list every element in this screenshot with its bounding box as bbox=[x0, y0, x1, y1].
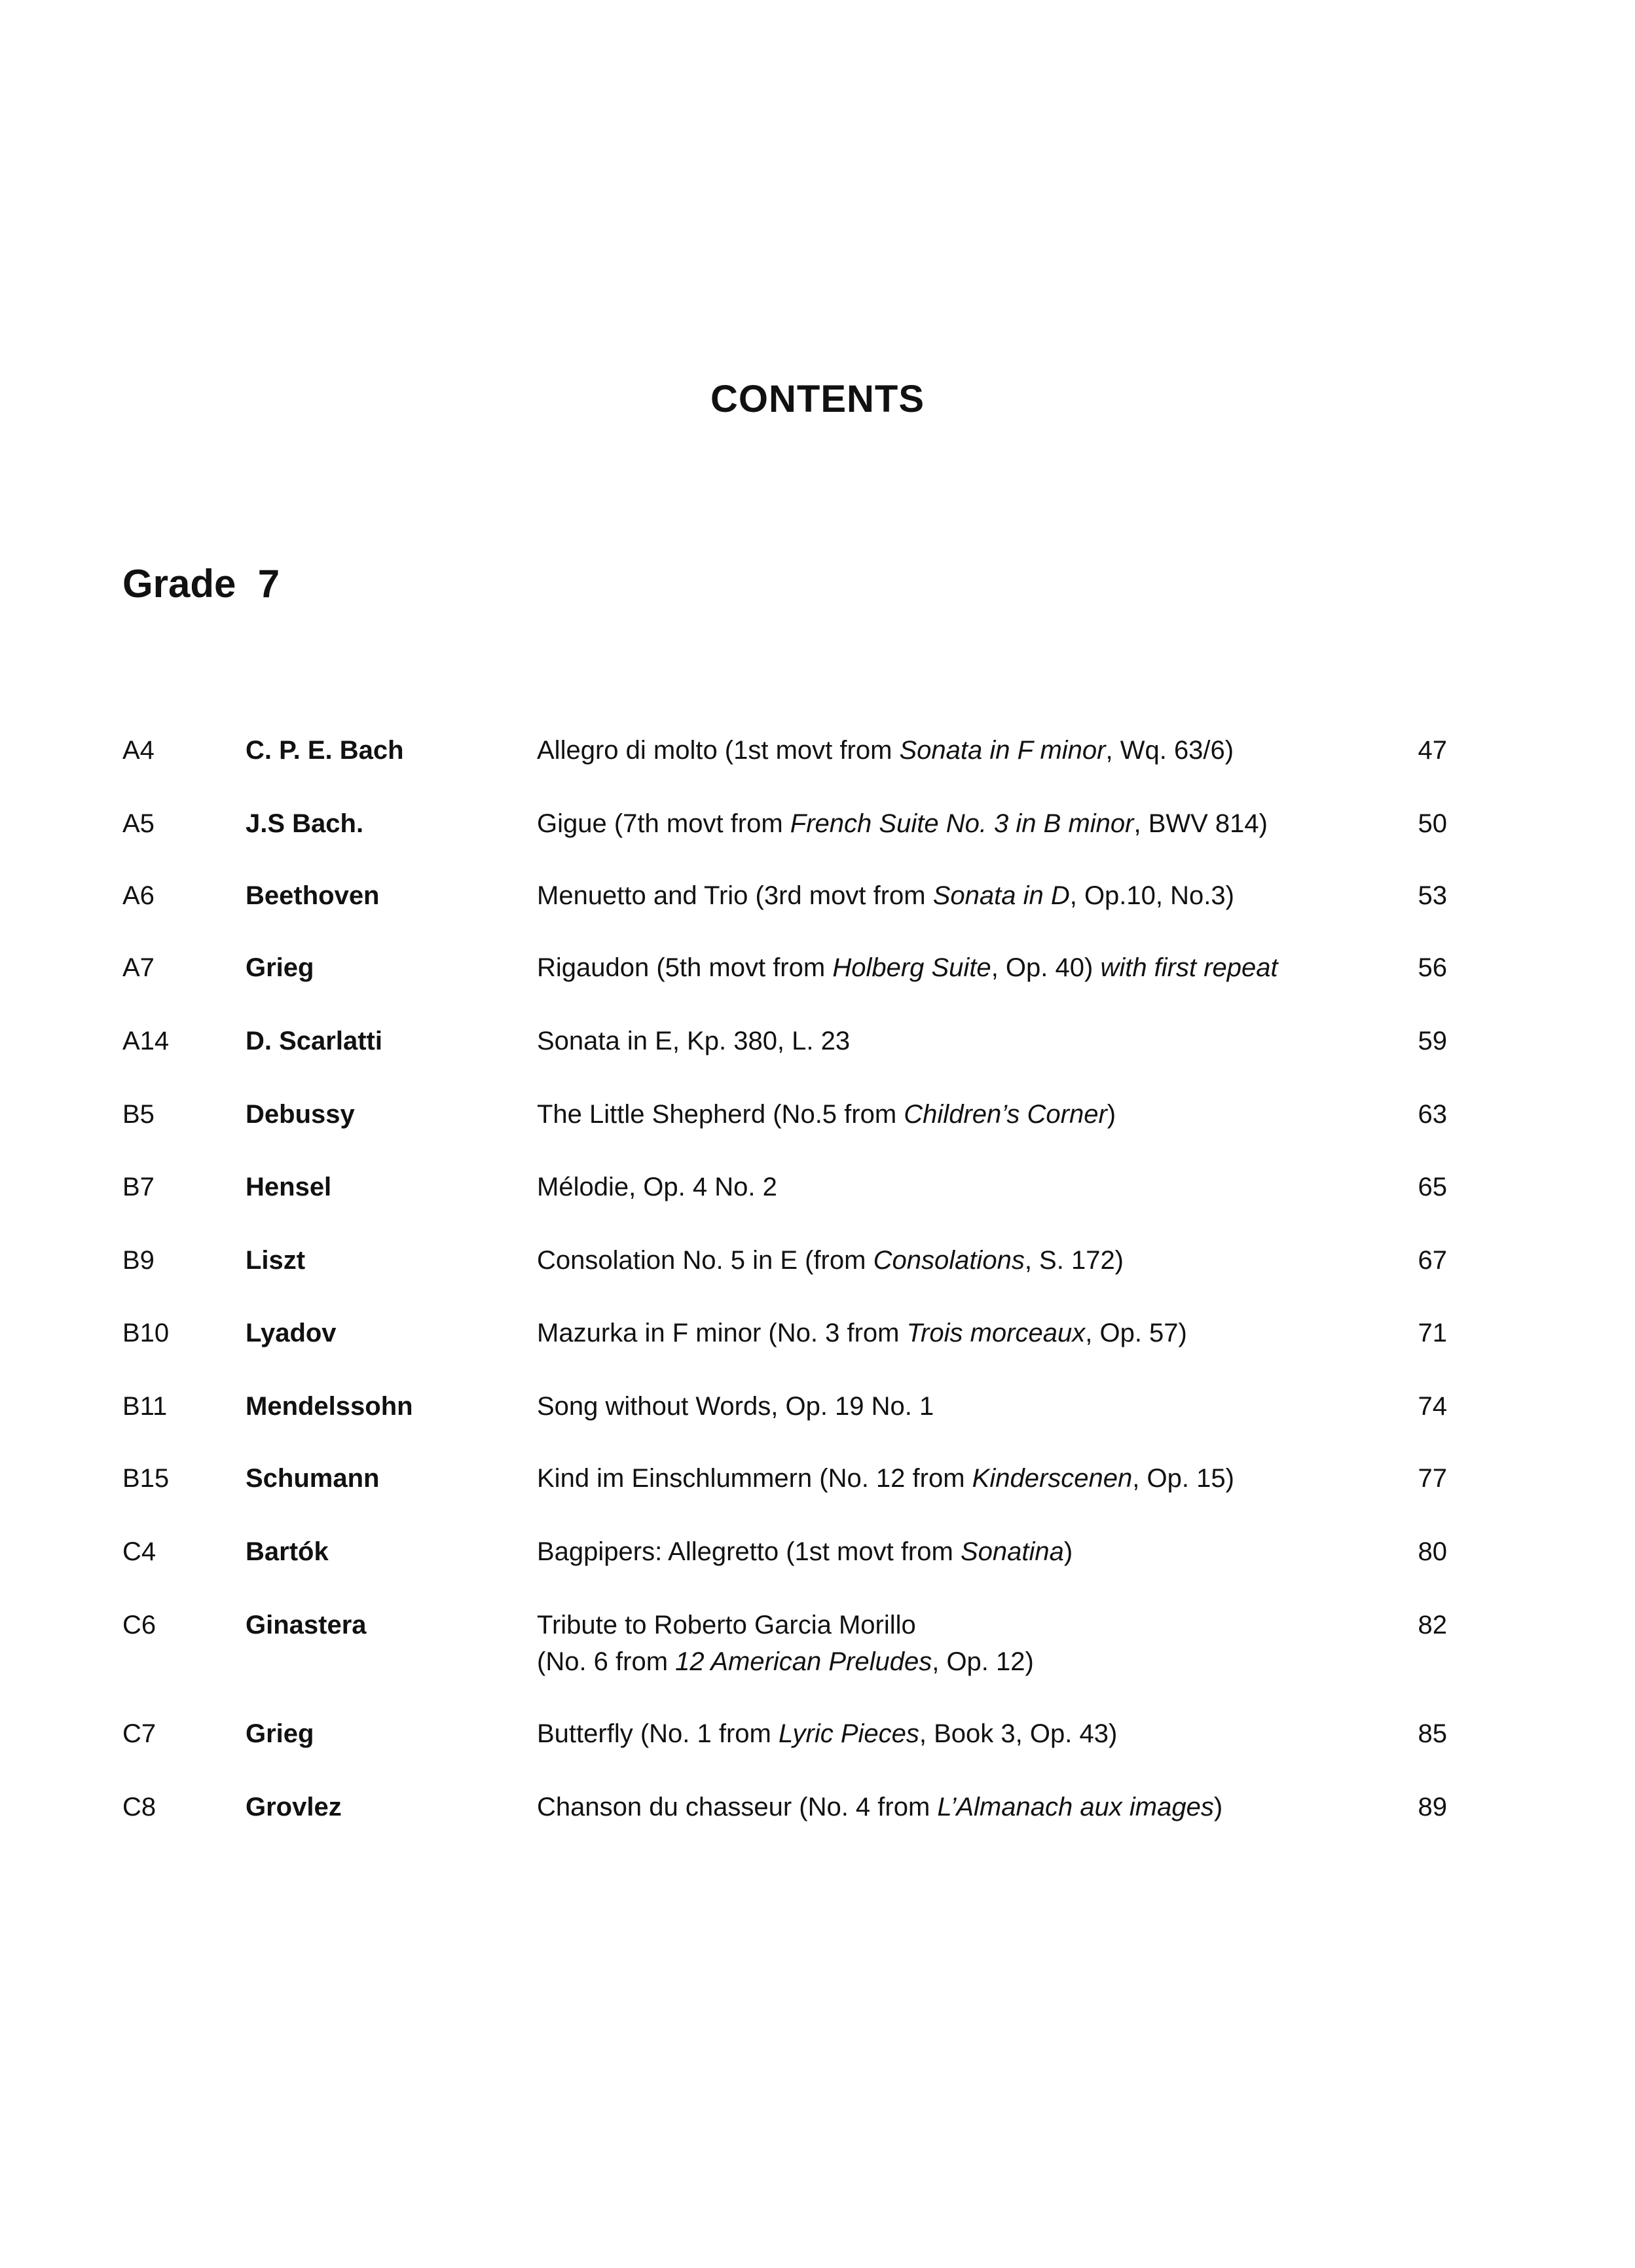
entry-page-number: 53 bbox=[1418, 881, 1447, 910]
entry-composer: Mendelssohn bbox=[246, 1392, 413, 1421]
entry-code: C6 bbox=[122, 1611, 156, 1639]
entry-code: B9 bbox=[122, 1246, 155, 1275]
entry-code: C8 bbox=[122, 1793, 156, 1821]
entry-code: A7 bbox=[122, 953, 155, 982]
entry-title bbox=[537, 805, 1336, 842]
entry-title-line bbox=[537, 1715, 1336, 1752]
entry-title bbox=[537, 1096, 1336, 1133]
entry-title-line bbox=[537, 1789, 1336, 1825]
entry-composer: Beethoven bbox=[246, 881, 380, 910]
title-segment: , Op. 12) bbox=[932, 1647, 1034, 1676]
title-segment: Rigaudon (5th movt from bbox=[537, 953, 833, 982]
entry-code: B7 bbox=[122, 1173, 155, 1201]
entry-composer: Debussy bbox=[246, 1100, 355, 1129]
entry-page-number: 50 bbox=[1418, 809, 1447, 838]
entry-code: C4 bbox=[122, 1537, 156, 1566]
italic-title-segment: L’Almanach aux images bbox=[937, 1793, 1214, 1821]
entry-composer: C. P. E. Bach bbox=[246, 736, 404, 765]
italic-title-segment: Sonata in D bbox=[932, 881, 1070, 910]
entry-page-number: 71 bbox=[1418, 1319, 1447, 1347]
entry-composer: Ginastera bbox=[246, 1611, 367, 1639]
title-segment: ) bbox=[1063, 1537, 1073, 1566]
italic-title-segment: Sonatina bbox=[960, 1537, 1064, 1566]
title-segment: , S. 172) bbox=[1024, 1246, 1124, 1275]
entry-composer: Lyadov bbox=[246, 1319, 337, 1347]
entry-title bbox=[537, 1460, 1336, 1497]
entry-page-number: 82 bbox=[1418, 1611, 1447, 1639]
italic-title-segment: Holberg Suite bbox=[832, 953, 991, 982]
title-segment: , Op. 40) bbox=[991, 953, 1101, 982]
italic-title-segment: 12 American Preludes bbox=[675, 1647, 932, 1676]
entry-page-number: 56 bbox=[1418, 953, 1447, 982]
entry-code: B11 bbox=[122, 1392, 168, 1421]
title-segment: ) bbox=[1107, 1100, 1116, 1129]
entry-title-line bbox=[537, 949, 1336, 986]
entry-title-line bbox=[537, 1023, 1336, 1059]
entry-page-number: 47 bbox=[1418, 736, 1447, 765]
italic-title-segment: Consolations bbox=[873, 1246, 1025, 1275]
entry-code: B5 bbox=[122, 1100, 155, 1129]
title-segment: Kind im Einschlummern (No. 12 from bbox=[537, 1464, 972, 1493]
contents-entry bbox=[0, 1789, 1635, 1887]
entry-title bbox=[537, 1388, 1336, 1425]
title-segment: , Wq. 63/6) bbox=[1105, 736, 1234, 765]
entry-page-number: 80 bbox=[1418, 1537, 1447, 1566]
italic-title-segment: French Suite No. 3 in B minor bbox=[790, 809, 1134, 838]
entry-composer: Liszt bbox=[246, 1246, 306, 1275]
entry-title-line bbox=[537, 1096, 1336, 1133]
entry-title-line bbox=[537, 1169, 1336, 1205]
entry-title bbox=[537, 877, 1336, 914]
entry-title-line bbox=[537, 1315, 1336, 1351]
title-segment: Allegro di molto (1st movt from bbox=[537, 736, 900, 765]
entry-page-number: 59 bbox=[1418, 1027, 1447, 1055]
title-segment: Mazurka in F minor (No. 3 from bbox=[537, 1319, 907, 1347]
entry-title-line bbox=[537, 732, 1336, 769]
entry-composer: D. Scarlatti bbox=[246, 1027, 382, 1055]
title-segment: Song without Words, Op. 19 No. 1 bbox=[537, 1392, 934, 1421]
entry-title-line bbox=[537, 1607, 1336, 1643]
italic-title-segment: Trois morceaux bbox=[906, 1319, 1086, 1347]
entry-title bbox=[537, 949, 1336, 986]
entry-title bbox=[537, 1607, 1336, 1680]
entry-page-number: 65 bbox=[1418, 1173, 1447, 1201]
entry-code: A6 bbox=[122, 881, 155, 910]
entry-title bbox=[537, 1242, 1336, 1279]
entry-composer: Bartók bbox=[246, 1537, 329, 1566]
entry-code: A4 bbox=[122, 736, 155, 765]
title-segment: Chanson du chasseur (No. 4 from bbox=[537, 1793, 938, 1821]
entry-code: A14 bbox=[122, 1027, 170, 1055]
title-segment: Sonata in E, Kp. 380, L. 23 bbox=[537, 1027, 851, 1055]
entry-composer: Hensel bbox=[246, 1173, 332, 1201]
entry-title bbox=[537, 1315, 1336, 1351]
title-segment: Tribute to Roberto Garcia Morillo bbox=[537, 1611, 916, 1639]
italic-title-segment: Sonata in F minor bbox=[899, 736, 1106, 765]
title-segment: Butterfly (No. 1 from bbox=[537, 1719, 779, 1748]
entry-title bbox=[537, 1715, 1336, 1752]
entry-title-line bbox=[537, 877, 1336, 914]
entry-page-number: 63 bbox=[1418, 1100, 1447, 1129]
entry-composer: Schumann bbox=[246, 1464, 380, 1493]
title-segment: ) bbox=[1213, 1793, 1223, 1821]
entry-title-line bbox=[537, 1388, 1336, 1425]
entry-code: C7 bbox=[122, 1719, 156, 1748]
title-segment: , Op.10, No.3) bbox=[1069, 881, 1234, 910]
entry-code: B10 bbox=[122, 1319, 170, 1347]
title-segment: , BWV 814) bbox=[1133, 809, 1268, 838]
italic-title-segment: with first repeat bbox=[1100, 953, 1278, 982]
entry-page-number: 74 bbox=[1418, 1392, 1447, 1421]
entry-title-line bbox=[537, 1242, 1336, 1279]
italic-title-segment: Children’s Corner bbox=[904, 1100, 1107, 1129]
entry-title-line bbox=[537, 1460, 1336, 1497]
title-segment: (No. 6 from bbox=[537, 1647, 676, 1676]
entry-page-number: 85 bbox=[1418, 1719, 1447, 1748]
entry-title-line bbox=[537, 1533, 1336, 1570]
title-segment: Bagpipers: Allegretto (1st movt from bbox=[537, 1537, 961, 1566]
entry-title-line bbox=[537, 805, 1336, 842]
entry-composer: Grieg bbox=[246, 953, 314, 982]
entry-title bbox=[537, 1169, 1336, 1205]
entry-code: B15 bbox=[122, 1464, 170, 1493]
entry-page-number: 67 bbox=[1418, 1246, 1447, 1275]
entry-title bbox=[537, 732, 1336, 769]
title-segment: Menuetto and Trio (3rd movt from bbox=[537, 881, 933, 910]
title-segment: , Op. 15) bbox=[1132, 1464, 1234, 1493]
title-segment: Gigue (7th movt from bbox=[537, 809, 790, 838]
entry-page-number: 89 bbox=[1418, 1793, 1447, 1821]
contents-entry bbox=[0, 1607, 1635, 1705]
title-segment: Consolation No. 5 in E (from bbox=[537, 1246, 873, 1275]
entry-title bbox=[537, 1789, 1336, 1825]
title-segment: Mélodie, Op. 4 No. 2 bbox=[537, 1173, 777, 1201]
entry-title-line bbox=[537, 1643, 1336, 1680]
entry-composer: J.S Bach. bbox=[246, 809, 364, 838]
entry-title bbox=[537, 1023, 1336, 1059]
entry-title bbox=[537, 1533, 1336, 1570]
entry-composer: Grieg bbox=[246, 1719, 314, 1748]
entry-code: A5 bbox=[122, 809, 155, 838]
entry-composer: Grovlez bbox=[246, 1793, 342, 1821]
title-segment: The Little Shepherd (No.5 from bbox=[537, 1100, 904, 1129]
title-segment: , Op. 57) bbox=[1085, 1319, 1187, 1347]
page-title: CONTENTS bbox=[710, 378, 925, 420]
italic-title-segment: Kinderscenen bbox=[972, 1464, 1133, 1493]
italic-title-segment: Lyric Pieces bbox=[778, 1719, 919, 1748]
grade-heading: Grade 7 bbox=[122, 562, 280, 606]
title-segment: , Book 3, Op. 43) bbox=[919, 1719, 1118, 1748]
entry-page-number: 77 bbox=[1418, 1464, 1447, 1493]
